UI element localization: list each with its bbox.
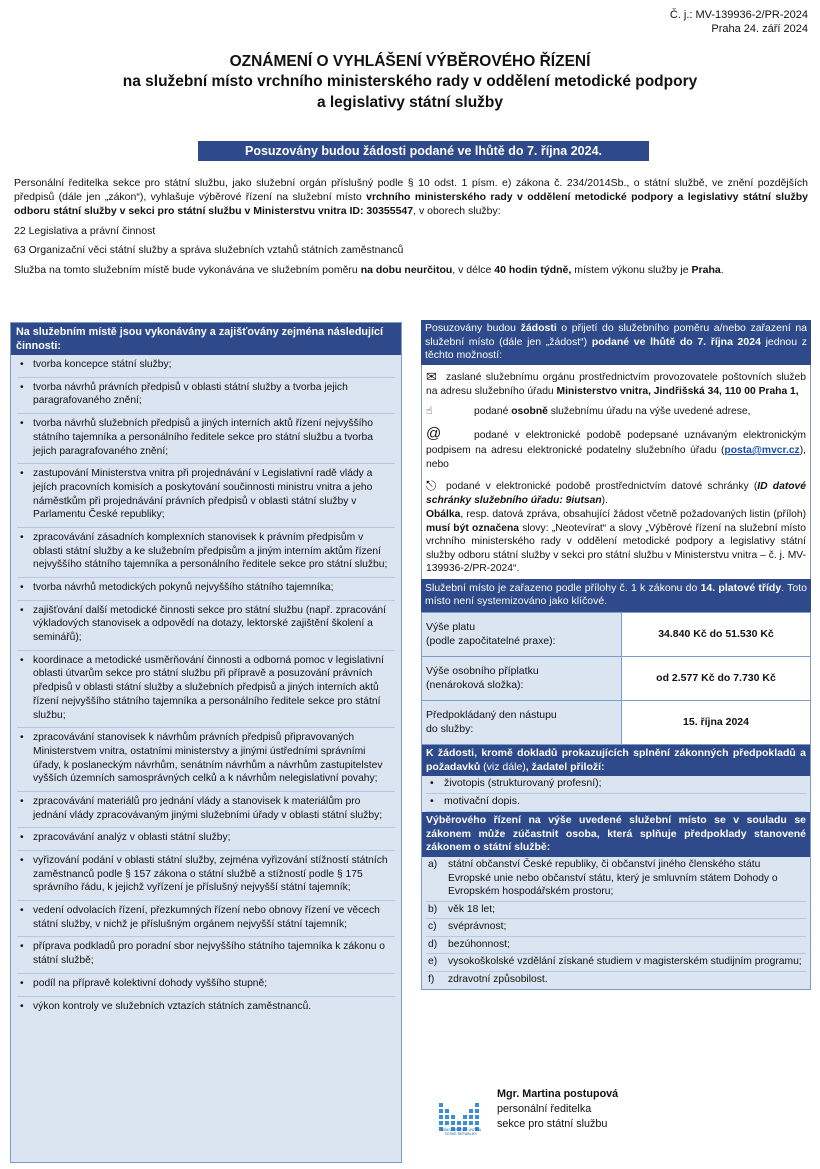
envelope-marking — [426, 508, 806, 576]
databox-icon: ⎋ — [426, 478, 437, 494]
activity-item: • tvorba návrhů metodických pokynů nejvyššího státního tajemníka; — [17, 578, 395, 601]
item-letter: f) — [428, 974, 435, 986]
terms-text-3: místem výkonu služby je — [571, 264, 692, 277]
activities-heading: Na služebním místě jsou vykonávány a zajišťovány zejména následující činnosti: — [11, 323, 401, 355]
start-date-label-line: Předpokládaný den nástupu — [426, 708, 557, 721]
submission-heading — [421, 320, 811, 365]
option-databox-end: ). — [601, 495, 608, 507]
activity-item: • příprava podkladů pro poradní sbor nejvyššího státního tajemníka k zákonu o státní službě; — [17, 937, 395, 973]
databox-id: ID datové schránky služebního úřadu: 9iutsan — [426, 481, 806, 507]
intro-paragraph — [14, 177, 808, 219]
start-date-label-line: do služby: — [426, 722, 474, 735]
bonus-label-line: Výše osobního příplatku — [426, 664, 539, 677]
item-text: státní občanství České republiky, či občanství jiného členského státu Evropské unie nebo občanství státu, který je smluvním státem Dohody o Evropském hospodářském prostoru; — [448, 859, 778, 898]
office-address: Ministerstvo vnitra, Jindřišská 34, 110 00 Praha 1, — [556, 386, 799, 398]
terms-duration: na dobu neurčitou — [360, 264, 453, 277]
option-email-end: ), nebo — [426, 445, 806, 470]
requirements-heading: Výběrového řízení na výše uvedené služební místo se v souladu se zákonem může zúčastnit osoba, která splňuje předpoklady stanovené zákonem o státní službě: — [422, 812, 810, 857]
terms-hours: 40 hodin týdně, — [494, 264, 572, 277]
option-post-text: zaslané služebnímu orgánu prostřednictvím provozovatele poštovních služeb na adresu služebního úřadu — [426, 371, 806, 398]
pay-label-line: (podle započitatelné praxe): — [426, 634, 556, 647]
item-text: vysokoškolské vzdělání získané studiem v magisterském studijním programu; — [448, 956, 802, 968]
reference-number: Č. j.: MV-139936-2/PR-2024 — [669, 9, 808, 21]
list-item — [426, 919, 806, 937]
option-personal-end: služebnímu úřadu na výše uvedené adrese, — [547, 405, 751, 417]
activity-item: • výkon kontroly ve služebních vztazích státních zaměstnanců. — [17, 997, 395, 1019]
option-email-text: podané v elektronické podobě podepsané uznávaným elektronickým podpisem na adresu elektronické podatelny služebního úřadu ( — [426, 430, 806, 457]
item-letter: b) — [428, 903, 438, 915]
option-personal-bold: osobně — [511, 405, 548, 417]
item-text: zdravotní způsobilost. — [448, 974, 548, 986]
item-letter: e) — [428, 956, 438, 968]
activities-panel — [10, 322, 402, 1163]
activity-item: • zajišťování další metodické činnosti sekce pro státní službu (např. zpracování výkladových stanovisek a odpovědí na dotazy, lektorské zajištění školení a seminářů); — [17, 601, 395, 651]
classification-note — [421, 579, 811, 612]
classification-text: Služební místo je zařazeno podle přílohy č. 1 k zákonu do — [425, 581, 701, 594]
pay-value: 34.840 Kč do 51.530 Kč — [622, 613, 811, 657]
signatory-role: personální ředitelka — [497, 1102, 592, 1115]
intro-position-bold: vrchního ministerského rady v oddělení metodické podpory a legislativy státní služby odboru státní služby v sekci pro státní službu v Ministerstvu vnitra ID: 30355547 — [14, 190, 808, 217]
title-line-3: a legislativy státní služby — [316, 93, 504, 111]
email-link[interactable]: posta@mvcr.cz — [724, 445, 800, 457]
item-text: věk 18 let; — [448, 903, 495, 915]
terms-text: Služba na tomto služebním místě bude vykonávána ve služebním poměru — [14, 264, 361, 277]
activity-item: • zastupování Ministerstva vnitra při projednávání v Legislativní radě vlády a jejích pracovních komisích a poskytování součinnosti ministru vnitra a jeho náměstkům při projednávání právních předpisů v oblasti státní služby v Parlamentu České republiky; — [17, 464, 395, 528]
option-email — [422, 421, 810, 474]
activity-item: • tvorba návrhů právních předpisů v oblasti státní služby a tvorba jejich paragrafovaného znění; — [17, 378, 395, 414]
envelope-text: , resp. datová zpráva, obsahující žádost včetně požadovaných listin (příloh) — [460, 508, 806, 520]
ministry-logo-icon — [437, 1093, 485, 1145]
bonus-label-line: (nenároková složka): — [426, 678, 524, 691]
classification-end: . Toto místo není systemizováno jako klíčové. — [425, 581, 807, 608]
attachments-heading-note: (viz dále) — [480, 760, 526, 773]
option-post — [422, 365, 810, 402]
service-terms — [14, 264, 808, 278]
submission-deadline: podané ve lhůtě do 7. října 2024 — [591, 335, 761, 348]
table-row — [422, 613, 811, 657]
attachments-heading — [422, 745, 810, 776]
item-letter: a) — [428, 859, 438, 871]
item-text: bezúhonnost; — [448, 938, 510, 950]
option-databox — [422, 474, 810, 579]
terms-period: . — [720, 264, 724, 277]
start-date-label — [422, 701, 622, 745]
activity-item: • zpracovávání zásadních komplexních stanovisek k právním předpisům v oblasti státní služby a ke služebním předpisům a jiným interním aktům řízení nejvyššího státního tajemníka a personálního ředitele sekce pro státní službu; — [17, 528, 395, 578]
place-date: Praha 24. září 2024 — [711, 23, 808, 36]
attachments-heading-bold: K žádosti, kromě dokladů prokazujících splnění zákonných předpokladů a požadavků — [426, 747, 806, 773]
list-item — [426, 857, 806, 902]
submission-heading-bold: žádosti — [520, 322, 557, 334]
intro-text-end: , v oborech služby: — [413, 204, 501, 217]
envelope-must: musí být označena — [426, 522, 519, 534]
activity-item: • zpracovávání stanovisek k návrhům právních předpisů připravovaných Ministerstvem vnitra, ostatními ministerstvy a jinými ústředními správními úřady, k poslaneckým návrhům, senátním návrhům a návrhům zastupitelstev vyšších územních samosprávných celků a k návrhům nelegislativní povahy; — [17, 728, 395, 792]
submission-heading-text-2: o přijetí do služebního poměru a/nebo zařazení na služební místo (dále jen „žádost“) — [425, 322, 807, 348]
activities-list — [11, 355, 401, 1018]
envelope-label: Obálka — [426, 508, 461, 520]
start-date-value: 15. října 2024 — [622, 701, 811, 745]
signatory-name: Mgr. Martina postupová — [497, 1088, 619, 1100]
list-item: • životopis (strukturovaný profesní); — [426, 776, 806, 794]
title-line-1: OZNÁMENÍ O VYHLÁŠENÍ VÝBĚROVÉHO ŘÍZENÍ — [229, 53, 591, 70]
application-panel — [421, 320, 811, 990]
activity-item: • vyřizování podání v oblasti státní služby, zejména vyřizování stížností státních zaměstnanců podle § 157 zákona o státní službě a stížností podle § 175 správního řádu, k jejichž vyřízení je příslušný nejvyšší státní tajemník; — [17, 851, 395, 901]
option-personal — [422, 402, 810, 422]
list-item — [426, 972, 806, 989]
table-row — [422, 657, 811, 701]
intro-text: Personální ředitelka sekce pro státní službu, jako služební orgán příslušný podle § 10 odst. 1 písm. e) zákona č. 234/2014Sb., o státní službě, ve znění pozdějších předpisů (dále jen „zákon“), vyhlašuje výběrové řízení na služební místo — [14, 177, 808, 203]
deadline-banner: Posuzovány budou žádosti podané ve lhůtě do 7. října 2024. — [198, 141, 649, 161]
submission-heading-end: jednou z těchto možností: — [425, 335, 807, 362]
attachments-list — [422, 776, 810, 812]
list-item — [426, 954, 806, 972]
service-field-1: 22 Legislativa a právní činnost — [14, 224, 156, 237]
hand-icon: ☝ — [426, 405, 433, 417]
signatory-dept: sekce pro státní službu — [497, 1117, 608, 1130]
requirements-list — [422, 857, 810, 989]
submission-options — [421, 365, 811, 579]
table-row — [422, 701, 811, 745]
at-sign-icon: @ — [426, 425, 442, 443]
option-personal-text: podané — [474, 405, 512, 417]
list-item — [426, 937, 806, 955]
document-reference — [670, 8, 808, 37]
title-line-2: na služební místo vrchního ministerského rady v oddělení metodické podpory — [122, 73, 698, 91]
terms-place: Praha — [691, 264, 721, 277]
bonus-label — [422, 657, 622, 701]
list-item: • motivační dopis. — [426, 794, 806, 812]
page-title — [0, 52, 820, 113]
logo-text: MINISTERSTVO VNITRA ČESKÉ REPUBLIKY — [440, 1128, 482, 1136]
list-item — [426, 902, 806, 920]
activity-item: • tvorba návrhů služebních předpisů a jiných interních aktů řízení nejvyššího státního tajemníka a personálního ředitele sekce pro státní službu a tvorba jejich paragrafovaného znění; — [17, 414, 395, 464]
envelope-icon: ✉ — [426, 368, 437, 384]
submission-heading-text: Posuzovány budou — [425, 322, 521, 334]
requirements-section — [421, 812, 811, 990]
activity-item: • vedení odvolacích řízení, přezkumných řízení nebo obnovy řízení ve věcech státní služby, v nichž je příslušným orgánem nejvyšší státní tajemník; — [17, 901, 395, 937]
activity-item: • koordinace a metodické usměrňování činnosti a odborná pomoc v legislativní oblasti útvarům sekce pro státní službu při přípravě a posuzování právních předpisů v oblasti státní služby a služebních předpisů a jiných interních aktů řízení nejvyššího státního tajemníka a personálního ředitele sekce pro státní službu; — [17, 651, 395, 728]
activity-item: • zpracovávání materiálů pro jednání vlády a stanovisek k materiálům pro jednání vlády zpracovávaným jinými služebními úřady v oblasti státní služby; — [17, 792, 395, 828]
activity-item: • tvorba koncepce státní služby; — [17, 355, 395, 378]
pay-table — [421, 612, 811, 745]
intro-section — [14, 177, 808, 284]
signature-block — [433, 1085, 813, 1165]
pay-grade: 14. platové třídy — [700, 581, 782, 594]
option-databox-text: podané v elektronické podobě prostřednictvím datové schránky ( — [446, 481, 758, 493]
pay-label — [422, 613, 622, 657]
activity-item: • podíl na přípravě kolektivní dohody vyššího stupně; — [17, 974, 395, 997]
pay-label-line: Výše platu — [426, 620, 476, 633]
item-letter: c) — [428, 921, 437, 933]
service-field-2: 63 Organizační věci státní služby a správa služebních vztahů státních zaměstnanců — [14, 244, 404, 257]
attachments-heading-end: , žadatel přiloží: — [525, 760, 605, 773]
bonus-value: od 2.577 Kč do 7.730 Kč — [622, 657, 811, 701]
terms-text-2: , v délce — [452, 264, 495, 277]
item-letter: d) — [428, 938, 438, 950]
signature-text — [497, 1087, 618, 1132]
envelope-text-2: slovy: „Neotevírat“ a slovy „Výběrové řízení na služební místo vrchního ministerského rady v oddělení metodické podpory a legislativy státní služby odboru státní služby v sekci pro státní službu v Ministerstvu vnitra – č. j. MV-139936-2/PR-2024“. — [426, 522, 807, 575]
item-text: svéprávnost; — [448, 921, 507, 933]
activity-item: • zpracovávání analýz v oblasti státní služby; — [17, 828, 395, 851]
attachments-section — [421, 745, 811, 812]
